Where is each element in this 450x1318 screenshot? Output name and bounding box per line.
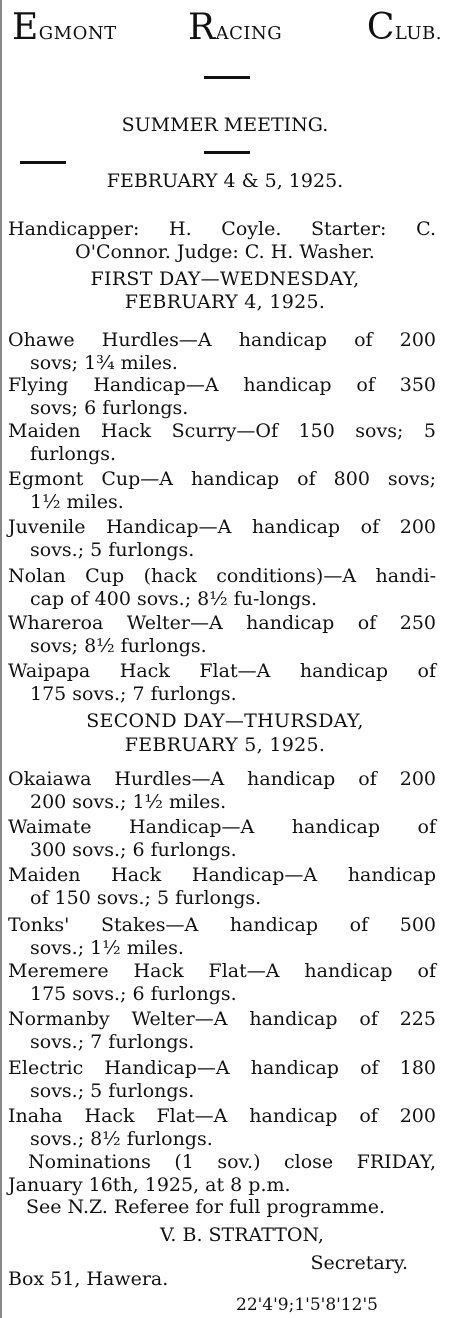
- nominations-line-2: January 16th, 1925, at 8 p.m.: [8, 1174, 291, 1196]
- masthead-word-egmont: EGMONT: [12, 7, 117, 48]
- divider: [20, 161, 66, 164]
- race-line: Electric Handicap—A handicap of 180: [8, 1057, 436, 1079]
- race-line: sovs; 1¾ miles.: [30, 352, 178, 374]
- race-line: 175 sovs.; 7 furlongs.: [30, 683, 237, 705]
- race-line: Ohawe Hurdles—A handicap of 200: [8, 329, 436, 351]
- day2-heading-2: FEBRUARY 5, 1925.: [124, 734, 326, 756]
- nominations-line-3: See N.Z. Referee for full programme.: [26, 1196, 386, 1218]
- race-line: 1½ miles.: [30, 491, 124, 513]
- race-line: Inaha Hack Flat—A handicap of 200: [8, 1105, 436, 1127]
- day1-heading-2: FEBRUARY 4, 1925.: [124, 291, 326, 313]
- race-line: Normanby Welter—A handicap of 225: [8, 1008, 436, 1030]
- race-line: Waimate Handicap—A handicap of: [8, 816, 436, 838]
- address: Box 51, Hawera.: [8, 1268, 169, 1290]
- race-line: Egmont Cup—A handicap of 800 sovs;: [8, 468, 436, 490]
- race-line: cap of 400 sovs.; 8½ fu-longs.: [30, 588, 318, 610]
- race-line: of 150 sovs.; 5 furlongs.: [30, 887, 262, 909]
- day1-heading-1: FIRST DAY—WEDNESDAY,: [90, 268, 360, 290]
- masthead-word-racing: RACING: [188, 7, 283, 48]
- day2-heading-1: SECOND DAY—THURSDAY,: [86, 710, 364, 732]
- race-line: sovs; 6 furlongs.: [30, 397, 189, 419]
- race-line: Maiden Hack Handicap—A handicap: [8, 864, 436, 886]
- divider: [204, 76, 250, 79]
- race-line: sovs; 8½ furlongs.: [30, 635, 207, 657]
- secretary-name: V. B. STRATTON,: [160, 1224, 324, 1246]
- column-rule: [0, 0, 2, 1318]
- secretary-title: Secretary.: [310, 1252, 408, 1274]
- race-line: sovs.; 5 furlongs.: [30, 539, 195, 561]
- race-line: Maiden Hack Scurry—Of 150 sovs; 5: [8, 420, 436, 442]
- race-line: 200 sovs.; 1½ miles.: [30, 791, 227, 813]
- race-line: sovs.; 5 furlongs.: [30, 1080, 195, 1102]
- race-line: Flying Handicap—A handicap of 350: [8, 374, 436, 396]
- race-line: Juvenile Handicap—A handicap of 200: [8, 516, 436, 538]
- officials-line-2: O'Connor. Judge: C. H. Washer.: [75, 241, 375, 263]
- race-line: furlongs.: [30, 443, 117, 465]
- race-line: sovs.; 8½ furlongs.: [30, 1128, 213, 1150]
- race-line: Whareroa Welter—A handicap of 250: [8, 612, 436, 634]
- masthead-word-club: CLUB.: [366, 7, 442, 48]
- race-line: 175 sovs.; 6 furlongs.: [30, 983, 237, 1005]
- insertion-code: 22'4'9;1'5'8'12'5: [236, 1295, 378, 1315]
- race-line: 300 sovs.; 6 furlongs.: [30, 839, 237, 861]
- race-line: sovs.; 7 furlongs.: [30, 1031, 195, 1053]
- meeting-dates: FEBRUARY 4 & 5, 1925.: [106, 170, 344, 192]
- divider: [204, 151, 250, 154]
- race-line: Waipapa Hack Flat—A handicap of: [8, 660, 436, 682]
- subtitle: SUMMER MEETING.: [121, 114, 329, 136]
- nominations-line-1: Nominations (1 sov.) close FRIDAY,: [28, 1151, 436, 1173]
- race-line: Meremere Hack Flat—A handicap of: [8, 960, 436, 982]
- race-line: Okaiawa Hurdles—A handicap of 200: [8, 768, 436, 790]
- officials-line-1: Handicapper: H. Coyle. Starter: C.: [8, 218, 436, 240]
- race-line: Tonks' Stakes—A handicap of 500: [8, 914, 436, 936]
- race-line: Nolan Cup (hack conditions)—A handi-: [8, 565, 436, 587]
- race-line: sovs.; 1½ miles.: [30, 937, 184, 959]
- masthead: [8, 7, 442, 60]
